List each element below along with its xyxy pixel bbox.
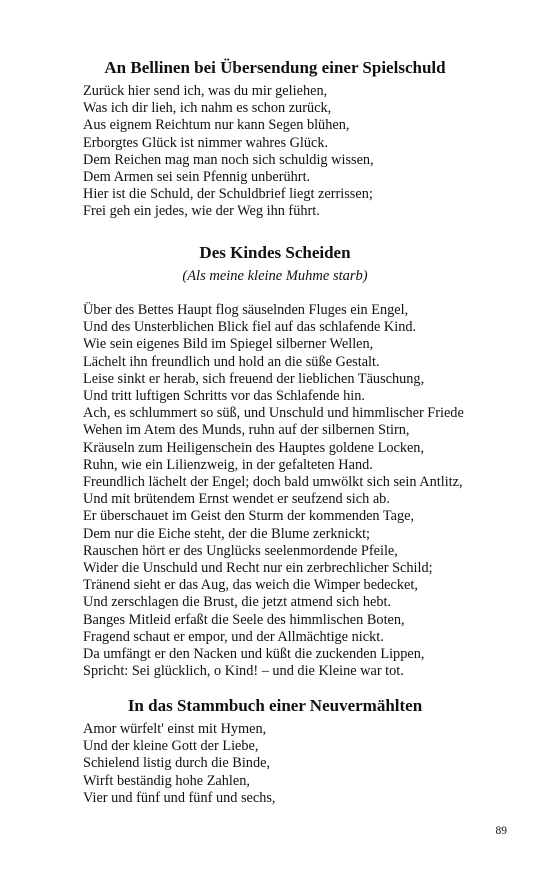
- poem-line: Leise sinkt er herab, sich freuend der lieblichen Täuschung,: [83, 370, 425, 387]
- poem-line: Banges Mitleid erfaßt die Seele des himmlischen Boten,: [83, 611, 405, 628]
- poem-line: Tränend sieht er das Aug, das weich die Wimper bedecket,: [83, 577, 418, 594]
- page-number: 89: [495, 825, 507, 837]
- poem-line: Hier ist die Schuld, der Schuldbrief liegt zerrissen;: [83, 186, 373, 203]
- poem-line: Und der kleine Gott der Liebe,: [83, 738, 259, 755]
- poem-line: Und zerschlagen die Brust, die jetzt atmend sich hebt.: [83, 594, 392, 611]
- poem-line: Fragend schaut er empor, und der Allmächtige nickt.: [83, 628, 384, 645]
- poem-line: Dem Reichen mag man noch sich schuldig wissen,: [83, 151, 374, 168]
- poem-line: Ach, es schlummert so süß, und Unschuld und himmlischer Friede: [83, 405, 464, 422]
- poem-line: Zurück hier send ich, was du mir geliehen,: [83, 83, 328, 99]
- poem-line: Wehen im Atem des Munds, ruhn auf der silbernen Stirn,: [83, 422, 410, 439]
- poem-line: Frei geh ein jedes, wie der Weg ihn führt.: [83, 203, 320, 220]
- poem-line: Spricht: Sei glücklich, o Kind! – und die Kleine war tot.: [83, 663, 404, 680]
- poem-line: Erborgtes Glück ist nimmer wahres Glück.: [83, 134, 329, 151]
- poem-line: Da umfängt er den Nacken und küßt die zuckenden Lippen,: [83, 646, 425, 663]
- poem-body-kindes-scheiden: [83, 302, 523, 680]
- poem-body-stammbuch: [83, 721, 523, 807]
- poem-line: Wider die Unschuld und Recht nur ein zerbrechlicher Schild;: [83, 560, 433, 577]
- poem-line: Lächelt ihn freundlich und hold an die süße Gestalt.: [83, 353, 380, 370]
- poem-line: Freundlich lächelt der Engel; doch bald umwölkt sich sein Antlitz,: [83, 474, 463, 491]
- poem-title-kindes-scheiden: Des Kindes Scheiden: [199, 243, 351, 262]
- poem-line: Schielend listig durch die Binde,: [83, 755, 271, 772]
- poem-line: Was ich dir lieh, ich nahm es schon zurück,: [83, 100, 332, 117]
- poem-line: Vier und fünf und fünf und sechs,: [83, 789, 276, 806]
- poem-line: Und mit brütendem Ernst wendet er seufzend sich ab.: [83, 491, 390, 508]
- poem-line: Kräuseln zum Heiligenschein des Hauptes goldene Locken,: [83, 439, 425, 456]
- poem-body-bellinen: [83, 83, 523, 221]
- poem-line: Dem Armen sei sein Pfennig unberührt.: [83, 169, 311, 186]
- poem-line: Und tritt luftigen Schritts vor das Schlafende hin.: [83, 388, 365, 405]
- poem-line: Er überschauet im Geist den Sturm der kommenden Tage,: [83, 508, 415, 525]
- poem-line: Über des Bettes Haupt flog säuselnden Fluges ein Engel,: [83, 302, 409, 318]
- poem-line: Amor würfelt' einst mit Hymen,: [83, 721, 267, 737]
- poem-line: Wirft beständig hohe Zahlen,: [83, 772, 250, 789]
- poem-line: Und des Unsterblichen Blick fiel auf das schlafende Kind.: [83, 319, 417, 336]
- poem-line: Wie sein eigenes Bild im Spiegel silberner Wellen,: [83, 336, 374, 353]
- poem-title-stammbuch: In das Stammbuch einer Neuvermählten: [127, 696, 423, 715]
- poem-line: Rauschen hört er des Unglücks seelenmordende Pfeile,: [83, 542, 398, 559]
- poem-subtitle-kindes-scheiden: (Als meine kleine Muhme starb): [182, 268, 368, 284]
- poem-line: Aus eignem Reichtum nur kann Segen blühen,: [83, 117, 350, 134]
- poem-line: Dem nur die Eiche steht, der die Blume zerknickt;: [83, 525, 371, 542]
- poem-title-bellinen: An Bellinen bei Übersendung einer Spielschuld: [104, 58, 446, 77]
- poem-line: Ruhn, wie ein Lilienzweig, in der gefalteten Hand.: [83, 456, 373, 473]
